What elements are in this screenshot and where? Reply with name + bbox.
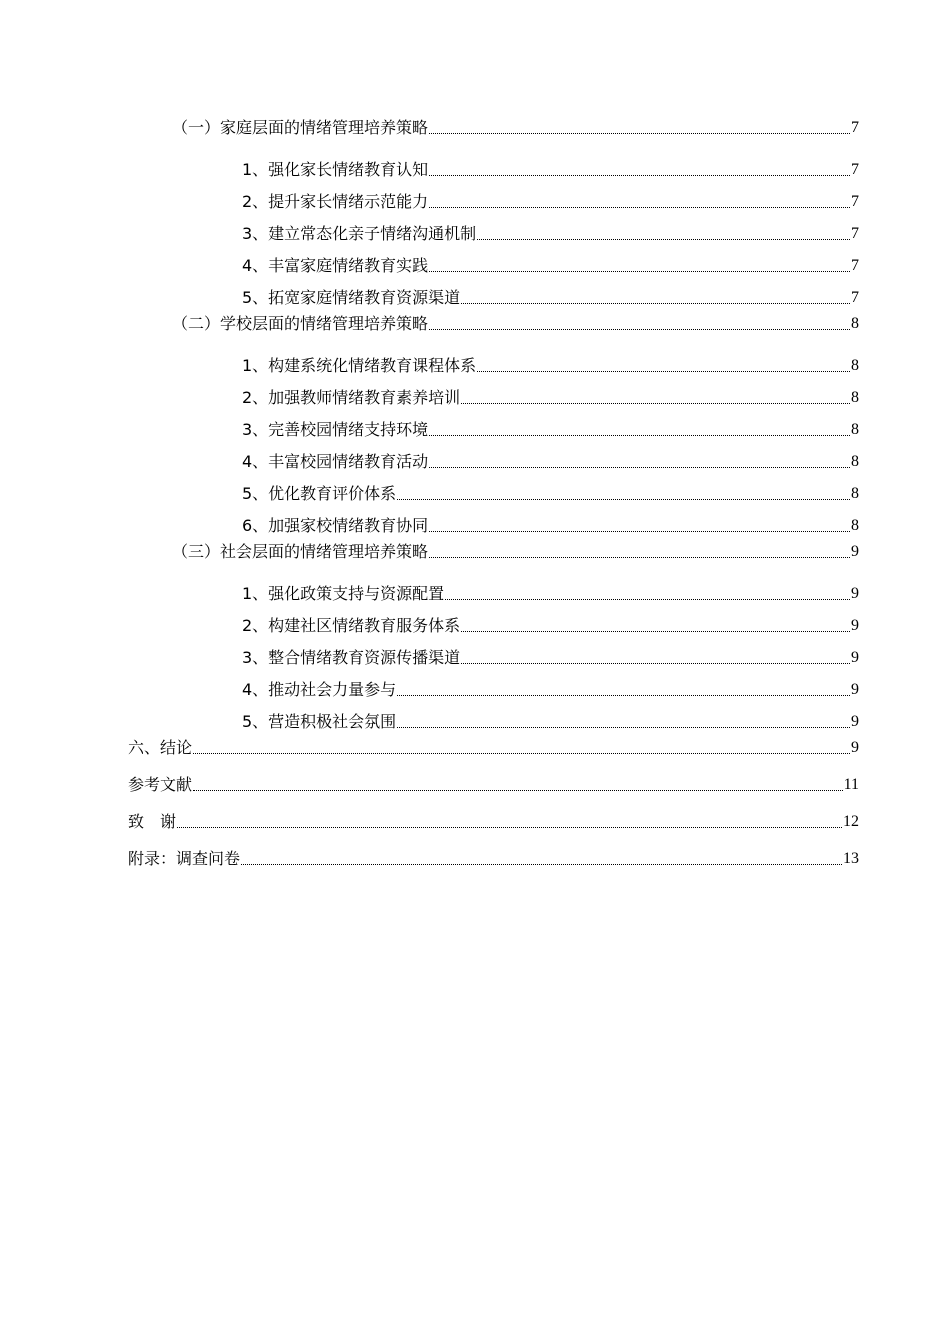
toc-dot-leader — [397, 489, 850, 500]
toc-entry-label: 1、强化家长情绪教育认知 — [242, 160, 429, 179]
toc-entry[interactable] — [242, 708, 859, 732]
toc-page-number: 8 — [851, 453, 859, 470]
toc-dot-leader — [193, 743, 850, 754]
toc-entry[interactable] — [128, 771, 859, 795]
toc-entry[interactable] — [242, 676, 859, 700]
toc-page-number: 11 — [843, 776, 859, 793]
toc-dot-leader — [429, 547, 850, 558]
toc-entry[interactable] — [172, 310, 859, 334]
toc-entry-label: 附录：调查问卷 — [128, 849, 241, 868]
toc-dot-leader — [429, 521, 850, 532]
toc-entry-label: 5、营造积极社会氛围 — [242, 712, 397, 731]
toc-entry-label: 1、强化政策支持与资源配置 — [242, 584, 445, 603]
toc-entry-label: 六、结论 — [128, 738, 193, 757]
toc-page-number: 13 — [843, 850, 859, 867]
toc-entry-label: 3、完善校园情绪支持环境 — [242, 420, 429, 439]
toc-page-number: 7 — [851, 225, 859, 242]
toc-page-number: 8 — [851, 315, 859, 332]
toc-entry[interactable] — [242, 188, 859, 212]
toc-entry[interactable] — [242, 252, 859, 276]
toc-entry-label: 参考文献 — [128, 775, 193, 794]
toc-entry[interactable] — [128, 734, 859, 758]
toc-page-number: 7 — [851, 161, 859, 178]
toc-page-number: 9 — [851, 543, 859, 560]
toc-entry[interactable] — [242, 580, 859, 604]
toc-dot-leader — [461, 393, 850, 404]
toc-dot-leader — [397, 717, 850, 728]
toc-entry[interactable] — [242, 480, 859, 504]
toc-entry-label: 3、建立常态化亲子情绪沟通机制 — [242, 224, 477, 243]
toc-page-number: 8 — [851, 421, 859, 438]
toc-entry[interactable] — [172, 114, 859, 138]
toc-dot-leader — [477, 229, 850, 240]
toc-entry-label: 1、构建系统化情绪教育课程体系 — [242, 356, 477, 375]
toc-dot-leader — [461, 621, 850, 632]
toc-dot-leader — [429, 165, 850, 176]
toc-page-number: 7 — [851, 119, 859, 136]
toc-dot-leader — [461, 653, 850, 664]
toc-entry-label: 4、丰富校园情绪教育活动 — [242, 452, 429, 471]
toc-entry-label: 3、整合情绪教育资源传播渠道 — [242, 648, 461, 667]
toc-dot-leader — [429, 197, 850, 208]
toc-dot-leader — [429, 261, 850, 272]
toc-entry-label: 2、构建社区情绪教育服务体系 — [242, 616, 461, 635]
toc-dot-leader — [477, 361, 850, 372]
toc-page-number: 7 — [851, 193, 859, 210]
toc-entry-label: 致 谢 — [128, 812, 177, 831]
toc-page-number: 9 — [851, 617, 859, 634]
toc-dot-leader — [445, 589, 850, 600]
toc-dot-leader — [429, 425, 850, 436]
toc-entry-label: 5、拓宽家庭情绪教育资源渠道 — [242, 288, 461, 307]
toc-page-number: 9 — [851, 713, 859, 730]
toc-entry-label: （三）社会层面的情绪管理培养策略 — [172, 542, 429, 561]
toc-page-number: 9 — [851, 739, 859, 756]
toc-entry[interactable] — [242, 612, 859, 636]
toc-page-number: 8 — [851, 389, 859, 406]
toc-entry-label: （二）学校层面的情绪管理培养策略 — [172, 314, 429, 333]
toc-entry-label: （一）家庭层面的情绪管理培养策略 — [172, 118, 429, 137]
toc-page-number: 7 — [851, 257, 859, 274]
toc-page-number: 8 — [851, 357, 859, 374]
toc-entry[interactable] — [242, 352, 859, 376]
toc-dot-leader — [177, 817, 842, 828]
toc-entry-label: 4、丰富家庭情绪教育实践 — [242, 256, 429, 275]
toc-entry[interactable] — [242, 644, 859, 668]
toc-entry[interactable] — [242, 220, 859, 244]
toc-dot-leader — [397, 685, 850, 696]
toc-dot-leader — [193, 780, 843, 791]
toc-entry[interactable] — [128, 845, 859, 869]
toc-entry-label: 6、加强家校情绪教育协同 — [242, 516, 429, 535]
toc-dot-leader — [429, 123, 850, 134]
toc-dot-leader — [429, 457, 850, 468]
toc-dot-leader — [241, 854, 842, 865]
toc-entry-label: 5、优化教育评价体系 — [242, 484, 397, 503]
toc-entry[interactable] — [242, 448, 859, 472]
toc-entry[interactable] — [172, 538, 859, 562]
toc-entry[interactable] — [242, 416, 859, 440]
toc-entry[interactable] — [242, 384, 859, 408]
toc-page-number: 9 — [851, 649, 859, 666]
toc-page-number: 9 — [851, 585, 859, 602]
toc-page-number: 7 — [851, 289, 859, 306]
toc-dot-leader — [429, 319, 850, 330]
toc-entry[interactable] — [128, 808, 859, 832]
toc-page-number: 9 — [851, 681, 859, 698]
toc-page-number: 8 — [851, 485, 859, 502]
toc-entry-label: 4、推动社会力量参与 — [242, 680, 397, 699]
toc-dot-leader — [461, 293, 850, 304]
toc-entry-label: 2、提升家长情绪示范能力 — [242, 192, 429, 211]
toc-entry-label: 2、加强教师情绪教育素养培训 — [242, 388, 461, 407]
toc-entry[interactable] — [242, 284, 859, 308]
toc-page-number: 8 — [851, 517, 859, 534]
toc-entry[interactable] — [242, 512, 859, 536]
toc-entry[interactable] — [242, 156, 859, 180]
toc-page-number: 12 — [843, 813, 859, 830]
